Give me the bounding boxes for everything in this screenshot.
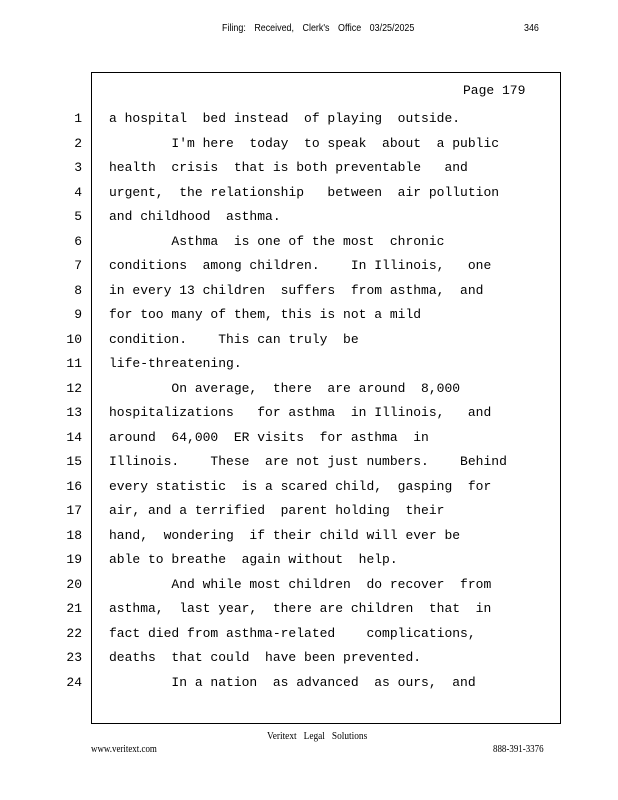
transcript-line xyxy=(0,332,618,357)
line-number: 9 xyxy=(74,307,82,322)
line-text: conditions among children. In Illinois, one xyxy=(109,258,492,273)
transcript-line xyxy=(0,160,618,185)
filing-stamp xyxy=(222,22,423,34)
transcript-line xyxy=(0,528,618,553)
filing-date: 03/25/2025 xyxy=(369,22,415,34)
line-text: a hospital bed instead of playing outside. xyxy=(109,111,461,126)
line-number: 12 xyxy=(66,380,82,396)
line-number: 17 xyxy=(66,503,82,518)
line-number: 7 xyxy=(74,258,82,273)
footer-website: www.veritext.com xyxy=(91,744,157,755)
line-text: hospitalizations for asthma in Illinois, and xyxy=(109,405,492,420)
line-number: 10 xyxy=(66,331,82,347)
transcript-line xyxy=(0,503,618,528)
line-text: every statistic is a scared child, gasping for xyxy=(109,478,492,494)
line-text: I'm here today to speak about a public xyxy=(109,135,500,151)
transcript-line xyxy=(0,552,618,577)
footer-phone: 888-391-3376 xyxy=(493,744,544,755)
line-number: 2 xyxy=(74,135,82,151)
line-number: 15 xyxy=(66,454,82,469)
transcript-page-label: Page 179 xyxy=(463,83,526,98)
clerks-label: Clerk's xyxy=(302,22,330,34)
transcript-line xyxy=(0,675,618,700)
line-text: Illinois. These are not just numbers. Behind xyxy=(109,454,507,469)
transcript-line xyxy=(0,111,618,136)
transcript-line xyxy=(0,283,618,308)
line-text: In a nation as advanced as ours, and xyxy=(109,674,476,690)
footer-company: Veritext Legal Solutions xyxy=(267,730,368,742)
line-number: 3 xyxy=(74,160,82,175)
transcript-line xyxy=(0,626,618,651)
line-text: deaths that could have been prevented. xyxy=(109,650,422,665)
line-number: 13 xyxy=(66,405,82,420)
line-text: around 64,000 ER visits for asthma in xyxy=(109,429,429,445)
received-label: Received, xyxy=(254,22,295,34)
line-number: 1 xyxy=(74,111,82,126)
transcript-line xyxy=(0,185,618,210)
line-number: 14 xyxy=(66,429,82,445)
line-text: air, and a terrified parent holding their xyxy=(109,503,445,518)
transcript-line xyxy=(0,454,618,479)
line-text: hand, wondering if their child will ever be xyxy=(109,527,461,543)
line-text: On average, there are around 8,000 xyxy=(109,380,461,396)
line-text: And while most children do recover from xyxy=(109,576,492,592)
line-number: 23 xyxy=(66,650,82,665)
transcript-line xyxy=(0,650,618,675)
line-number: 24 xyxy=(66,674,82,690)
transcript-line xyxy=(0,601,618,626)
transcript-line xyxy=(0,234,618,259)
filing-label: Filing: xyxy=(222,22,246,34)
office-label: Office xyxy=(338,22,362,34)
transcript-line xyxy=(0,258,618,283)
filing-page-number: 346 xyxy=(524,22,539,34)
line-number: 11 xyxy=(66,356,82,371)
transcript-line xyxy=(0,136,618,161)
line-number: 8 xyxy=(74,282,82,298)
transcript-line xyxy=(0,479,618,504)
transcript-line xyxy=(0,430,618,455)
line-number: 22 xyxy=(66,625,82,641)
line-text: life-threatening. xyxy=(109,356,242,371)
line-number: 21 xyxy=(66,601,82,616)
transcript-line xyxy=(0,209,618,234)
line-number: 20 xyxy=(66,576,82,592)
transcript-line xyxy=(0,307,618,332)
transcript-line xyxy=(0,381,618,406)
line-text: and childhood asthma. xyxy=(109,209,281,224)
line-text: asthma, last year, there are children that in xyxy=(109,601,492,616)
line-number: 16 xyxy=(66,478,82,494)
line-number: 6 xyxy=(74,233,82,249)
line-text: condition. This can truly be xyxy=(109,331,359,347)
transcript-line xyxy=(0,405,618,430)
line-number: 19 xyxy=(66,552,82,567)
line-number: 18 xyxy=(66,527,82,543)
line-text: able to breathe again without help. xyxy=(109,552,398,567)
transcript-line xyxy=(0,577,618,602)
line-text: fact died from asthma-related complications, xyxy=(109,625,476,641)
line-text: Asthma is one of the most chronic xyxy=(109,233,445,249)
line-number: 4 xyxy=(74,184,82,200)
line-text: for too many of them, this is not a mild xyxy=(109,307,422,322)
transcript-line xyxy=(0,356,618,381)
line-number: 5 xyxy=(74,209,82,224)
line-text: urgent, the relationship between air pollution xyxy=(109,184,500,200)
line-text: health crisis that is both preventable and xyxy=(109,160,468,175)
line-text: in every 13 children suffers from asthma, and xyxy=(109,282,484,298)
